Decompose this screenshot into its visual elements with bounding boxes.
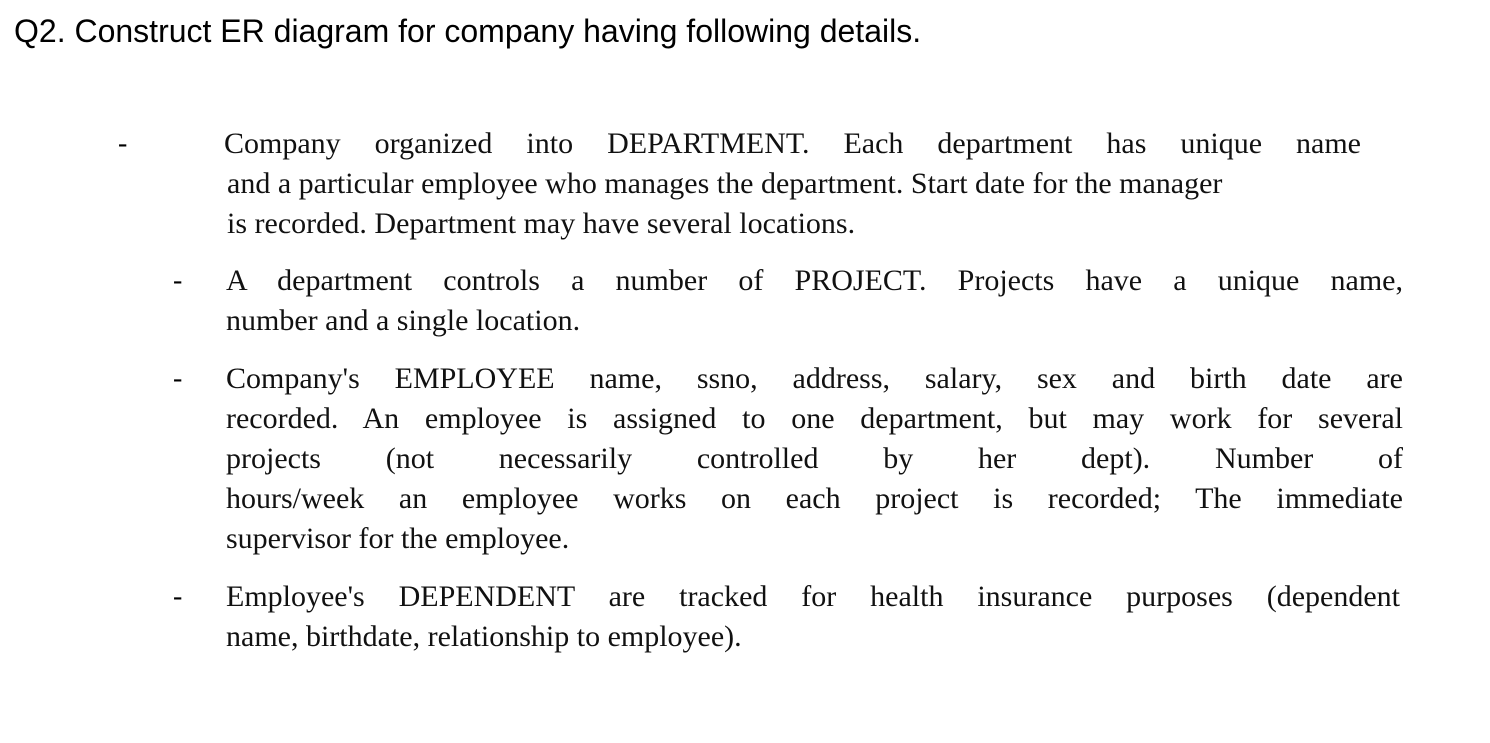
bullet-dash: - — [173, 363, 183, 394]
item-line: Employee's DEPENDENT are tracked for health insurance purposes (dependent — [226, 580, 1400, 613]
item-text — [226, 359, 1403, 559]
item-text — [226, 261, 1403, 341]
item-line: recorded. An employee is assigned to one department, but may work for several — [226, 402, 1403, 435]
item-line: A department controls a number of PROJECT. Projects have a unique name, — [226, 264, 1403, 297]
item-line: Company's EMPLOYEE name, ssno, address, salary, sex and birth date are — [226, 362, 1403, 395]
item-line: supervisor for the employee. — [226, 522, 570, 555]
item-text — [226, 577, 1400, 657]
item-line: is recorded. Department may have several locations. — [227, 207, 856, 240]
bullet-dash: - — [173, 581, 183, 612]
item-line: name, birthdate, relationship to employee). — [226, 620, 742, 653]
bullet-dash: - — [173, 265, 183, 296]
item-line: and a particular employee who manages the department. Start date for the manager — [227, 167, 1223, 200]
item-text — [224, 124, 1361, 244]
item-line: hours/week an employee works on each project is recorded; The immediate — [226, 482, 1403, 515]
item-line: Company organized into DEPARTMENT. Each department has unique name — [224, 127, 1361, 160]
bullet-dash: - — [118, 128, 128, 159]
item-line: number and a single location. — [226, 304, 581, 337]
item-line: projects (not necessarily controlled by her dept). Number of — [226, 442, 1403, 475]
question-heading: Q2. Construct ER diagram for company having following details. — [14, 13, 922, 49]
